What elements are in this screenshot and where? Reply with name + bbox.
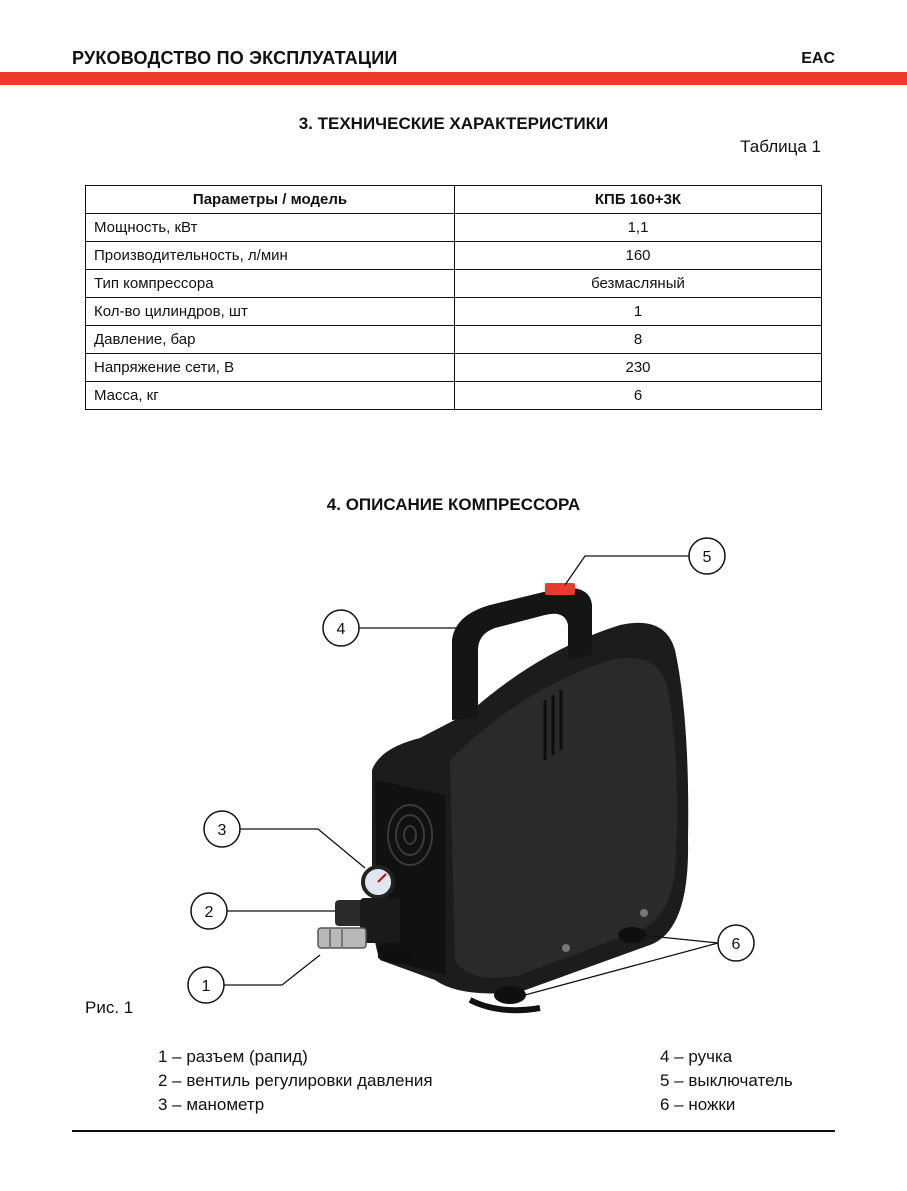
callout-label-4: 4 [336, 621, 346, 638]
table-row [86, 214, 822, 242]
table-row [86, 298, 822, 326]
column-header-model: КПБ 160+3К [455, 186, 822, 214]
legend-item: 1 – разъем (рапид) [158, 1047, 308, 1066]
column-header-params: Параметры / модель [86, 186, 455, 214]
callout-label-2: 2 [204, 904, 214, 921]
legend-item: 6 – ножки [660, 1095, 736, 1114]
figure-caption: Рис. 1 [85, 998, 134, 1017]
param-cell: Тип компрессора [86, 270, 455, 298]
callout-label-3: 3 [217, 822, 227, 839]
value-cell: 1 [455, 298, 822, 326]
param-cell: Производительность, л/мин [86, 242, 455, 270]
manual-header-title: РУКОВОДСТВО ПО ЭКСПЛУАТАЦИИ [72, 48, 398, 68]
callout-label-6: 6 [731, 936, 741, 953]
param-cell: Напряжение сети, В [86, 354, 455, 382]
callout-label-5: 5 [702, 549, 712, 566]
param-cell: Мощность, кВт [86, 214, 455, 242]
param-cell: Давление, бар [86, 326, 455, 354]
table-caption: Таблица 1 [740, 137, 821, 156]
value-cell: 6 [455, 382, 822, 410]
specs-table [85, 185, 822, 410]
value-cell: безмасляный [455, 270, 822, 298]
bottom-divider [72, 1130, 835, 1132]
value-cell: 160 [455, 242, 822, 270]
table-row [86, 242, 822, 270]
callout-label-1: 1 [201, 978, 211, 995]
section-4-title: 4. ОПИСАНИЕ КОМПРЕССОРА [326, 495, 581, 514]
table-header-row [86, 186, 822, 214]
value-cell: 8 [455, 326, 822, 354]
header-red-band [0, 72, 907, 85]
table-row [86, 354, 822, 382]
table-row [86, 326, 822, 354]
compressor-figure [150, 522, 770, 1022]
power-switch-illustration [545, 583, 575, 595]
section-3-title: 3. ТЕХНИЧЕСКИЕ ХАРАКТЕРИСТИКИ [298, 114, 609, 133]
param-cell: Кол-во цилиндров, шт [86, 298, 455, 326]
value-cell: 230 [455, 354, 822, 382]
value-cell: 1,1 [455, 214, 822, 242]
table-row [86, 270, 822, 298]
foot-illustration [494, 986, 526, 1004]
param-cell: Масса, кг [86, 382, 455, 410]
table-row [86, 382, 822, 410]
legend-item: 5 – выключатель [660, 1071, 793, 1090]
foot-illustration [381, 947, 409, 963]
legend-item: 4 – ручка [660, 1047, 733, 1066]
eac-mark: EAC [801, 50, 835, 67]
legend-item: 3 – манометр [158, 1095, 265, 1114]
legend-item: 2 – вентиль регулировки давления [158, 1071, 433, 1090]
